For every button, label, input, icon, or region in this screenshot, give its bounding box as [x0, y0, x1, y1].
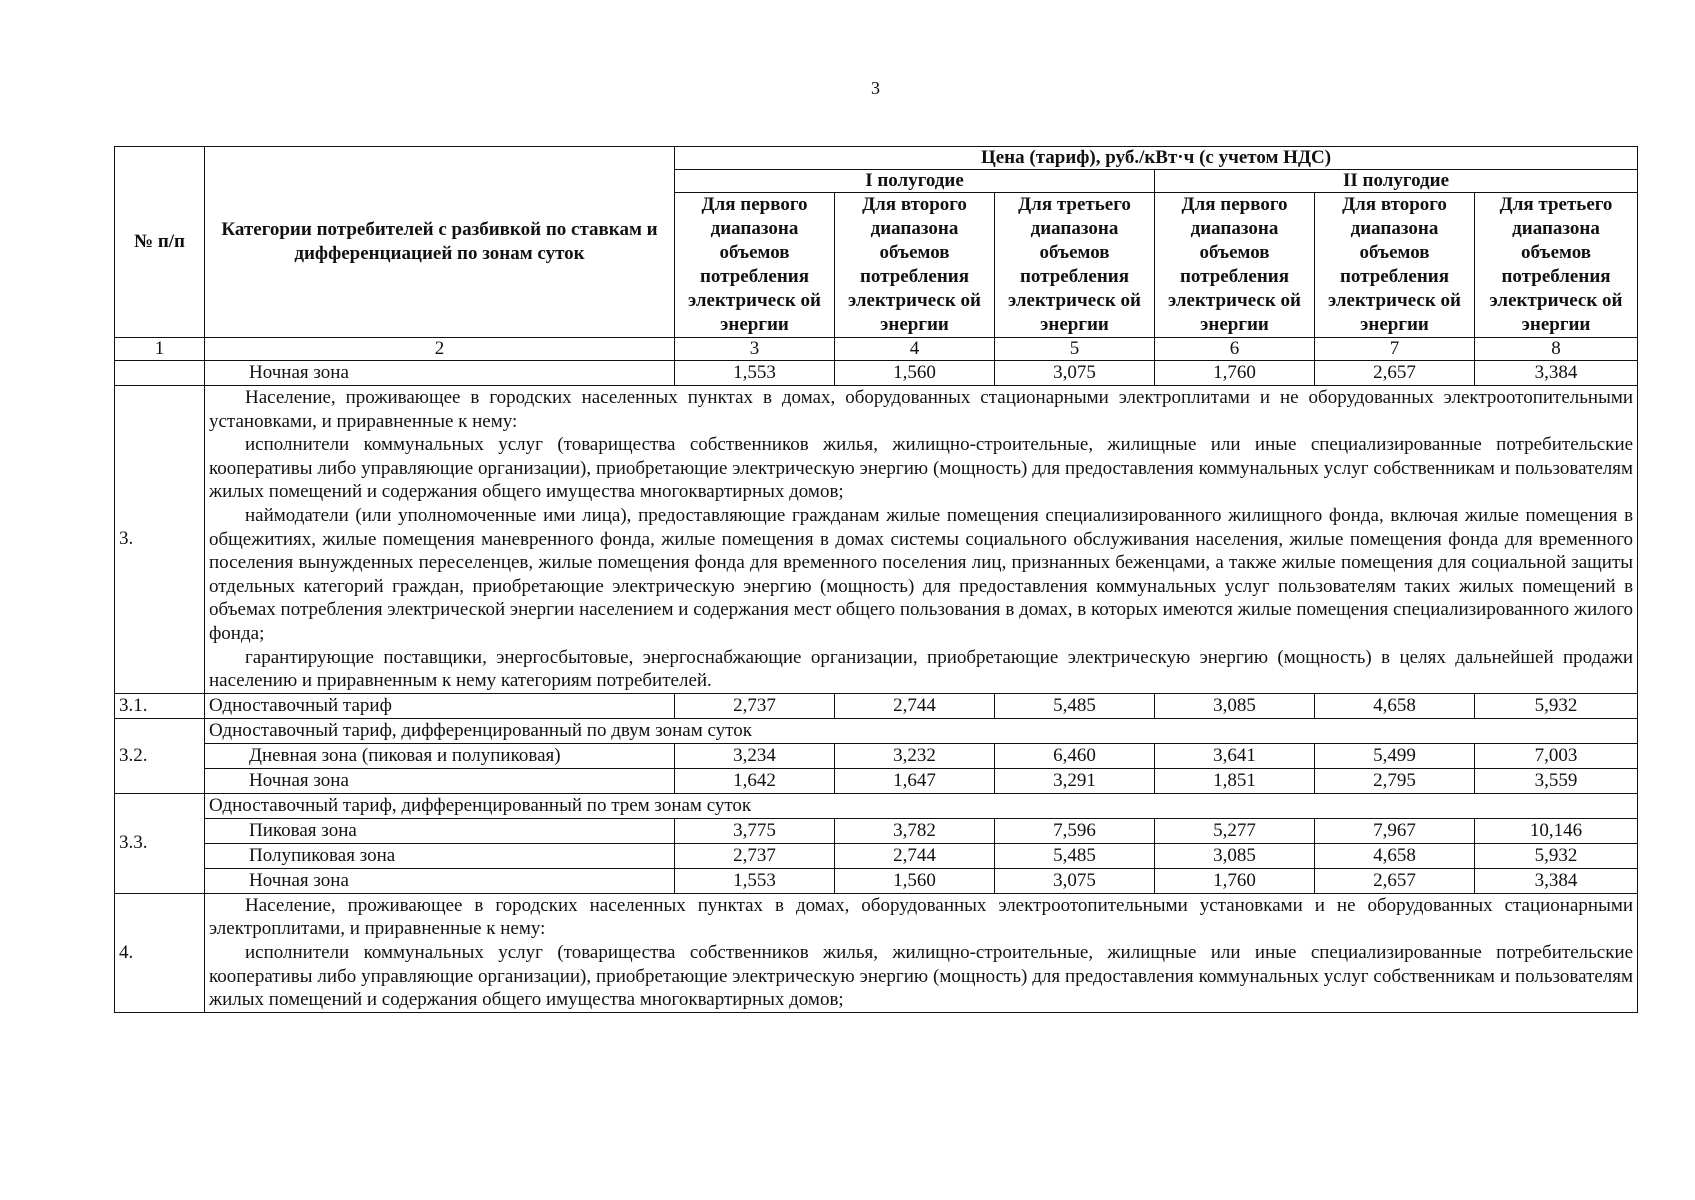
table-row [115, 693, 1638, 718]
column-number: 3 [675, 338, 835, 361]
header-price: Цена (тариф), руб./кВт·ч (с учетом НДС) [675, 147, 1638, 170]
header-category: Категории потребителей с разбивкой по ставкам и дифференциацией по зонам суток [205, 147, 675, 338]
section-4-description [205, 893, 1638, 1012]
table-row [115, 793, 1638, 818]
value-cell: 3,775 [675, 818, 835, 843]
value-cell: 3,075 [995, 361, 1155, 386]
section-3-paragraph: Население, проживающее в городских населенных пунктах в домах, оборудованных стационарными электроплитами и не оборудованных электроотопительными установками, и приравненные к нему: [209, 387, 1634, 432]
row-number [115, 361, 205, 386]
row-label: Ночная зона [205, 768, 675, 793]
value-cell: 2,744 [835, 693, 995, 718]
section-4-row [115, 893, 1638, 1012]
tariff-table [114, 146, 1638, 1013]
value-cell: 3,291 [995, 768, 1155, 793]
table-row [115, 361, 1638, 386]
value-cell: 1,760 [1155, 868, 1315, 893]
value-cell: 3,085 [1155, 843, 1315, 868]
value-cell: 5,485 [995, 693, 1155, 718]
section-3-description [205, 386, 1638, 694]
value-cell: 1,553 [675, 361, 835, 386]
section-number: 4. [115, 893, 205, 1012]
value-cell: 2,737 [675, 693, 835, 718]
value-cell: 2,744 [835, 843, 995, 868]
row-number: 3.3. [115, 793, 205, 893]
value-cell: 1,760 [1155, 361, 1315, 386]
value-cell: 4,658 [1315, 843, 1475, 868]
value-cell: 1,560 [835, 868, 995, 893]
value-cell: 7,967 [1315, 818, 1475, 843]
column-number: 2 [205, 338, 675, 361]
value-cell: 3,384 [1475, 361, 1638, 386]
row-label: Одноставочный тариф, дифференцированный по двум зонам суток [205, 718, 1638, 743]
value-cell: 5,277 [1155, 818, 1315, 843]
value-cell: 3,075 [995, 868, 1155, 893]
header-no: № п/п [115, 147, 205, 338]
value-cell: 2,737 [675, 843, 835, 868]
table-row [115, 768, 1638, 793]
row-label: Одноставочный тариф [205, 693, 675, 718]
section-4-paragraph: Население, проживающее в городских населенных пунктах в домах, оборудованных электроотопительными установками и не оборудованных стационарными электроплитами, и приравненные к нему: [209, 894, 1634, 940]
section-3-row [115, 386, 1638, 694]
value-cell: 1,851 [1155, 768, 1315, 793]
value-cell: 3,782 [835, 818, 995, 843]
section-4-paragraph: исполнители коммунальных услуг (товарищества собственников жилья, жилищно-строительные, жилищные или иные специализированные потребительские кооперативы либо управляющие организации), приобретающие электрическую энергию (мощность) для предоставления коммунальных услуг собственникам и пользователям жилых помещений и содержания общего имущества многоквартирных домов; [209, 941, 1634, 1011]
header-half-1: I полугодие [675, 170, 1155, 193]
table-row [115, 743, 1638, 768]
section-3-paragraph: исполнители коммунальных услуг (товарищества собственников жилья, жилищно-строительные, жилищные или иные специализированные потребительские кооперативы либо управляющие организации), приобретающие электрическую энергию (мощность) для предоставления коммунальных услуг собственникам и пользователям жилых помещений и содержания общего имущества многоквартирных домов; [209, 434, 1634, 503]
value-cell: 1,642 [675, 768, 835, 793]
value-cell: 3,641 [1155, 743, 1315, 768]
section-3-paragraph: наймодатели (или уполномоченные ими лица), предоставляющие гражданам жилые помещения специализированного жилищного фонда, включая жилые помещения в общежитиях, жилые помещения маневренного фонда, жилые помещения в домах системы социального обслуживания населения, жилые помещения фонда для временного поселения вынужденных переселенцев, жилые помещения фонда для временного поселения лиц, признанных беженцами, а также жилые помещения для социальной защиты отдельных категорий граждан, приобретающие электрическую энергию (мощность) для предоставления коммунальных услуг пользователям таких жилых помещений в объемах потребления электрической энергии населением и содержания мест общего пользования в домах, в которых имеются жилые помещения специализированного жилого фонда; [209, 504, 1634, 644]
table-row [115, 868, 1638, 893]
column-number: 6 [1155, 338, 1315, 361]
value-cell: 2,657 [1315, 868, 1475, 893]
header-range-5: Для второго диапазона объемов потребления электрическ ой энергии [1315, 193, 1475, 338]
value-cell: 3,559 [1475, 768, 1638, 793]
row-label: Одноставочный тариф, дифференцированный по трем зонам суток [205, 793, 1638, 818]
value-cell: 2,657 [1315, 361, 1475, 386]
value-cell: 4,658 [1315, 693, 1475, 718]
table-row [115, 818, 1638, 843]
header-range-4: Для первого диапазона объемов потребления электрическ ой энергии [1155, 193, 1315, 338]
header-range-3: Для третьего диапазона объемов потребления электрическ ой энергии [995, 193, 1155, 338]
column-number: 1 [115, 338, 205, 361]
row-label: Дневная зона (пиковая и полупиковая) [205, 743, 675, 768]
value-cell: 5,485 [995, 843, 1155, 868]
header-range-2: Для второго диапазона объемов потребления электрическ ой энергии [835, 193, 995, 338]
header-range-1: Для первого диапазона объемов потребления электрическ ой энергии [675, 193, 835, 338]
column-number: 7 [1315, 338, 1475, 361]
row-label: Ночная зона [205, 868, 675, 893]
header-range-6: Для третьего диапазона объемов потребления электрическ ой энергии [1475, 193, 1638, 338]
value-cell: 6,460 [995, 743, 1155, 768]
value-cell: 3,384 [1475, 868, 1638, 893]
row-label: Ночная зона [205, 361, 675, 386]
row-number: 3.2. [115, 718, 205, 793]
table-row [115, 718, 1638, 743]
value-cell: 10,146 [1475, 818, 1638, 843]
column-number: 8 [1475, 338, 1638, 361]
value-cell: 1,553 [675, 868, 835, 893]
header-half-2: II полугодие [1155, 170, 1638, 193]
row-label: Пиковая зона [205, 818, 675, 843]
value-cell: 3,234 [675, 743, 835, 768]
section-number: 3. [115, 386, 205, 694]
section-3-paragraph: гарантирующие поставщики, энергосбытовые, энергоснабжающие организации, приобретающие электрическую энергию (мощность) в целях дальнейшей продажи населению и приравненным к нему категориям потребителей. [209, 646, 1634, 692]
column-number: 4 [835, 338, 995, 361]
value-cell: 5,499 [1315, 743, 1475, 768]
row-number: 3.1. [115, 693, 205, 718]
value-cell: 2,795 [1315, 768, 1475, 793]
column-number-row [115, 338, 1638, 361]
value-cell: 5,932 [1475, 843, 1638, 868]
value-cell: 7,596 [995, 818, 1155, 843]
page-number: 3 [871, 78, 880, 98]
value-cell: 7,003 [1475, 743, 1638, 768]
value-cell: 5,932 [1475, 693, 1638, 718]
column-number: 5 [995, 338, 1155, 361]
table-row [115, 843, 1638, 868]
value-cell: 3,232 [835, 743, 995, 768]
header-row-price [115, 147, 1638, 170]
value-cell: 1,560 [835, 361, 995, 386]
value-cell: 1,647 [835, 768, 995, 793]
row-label: Полупиковая зона [205, 843, 675, 868]
value-cell: 3,085 [1155, 693, 1315, 718]
